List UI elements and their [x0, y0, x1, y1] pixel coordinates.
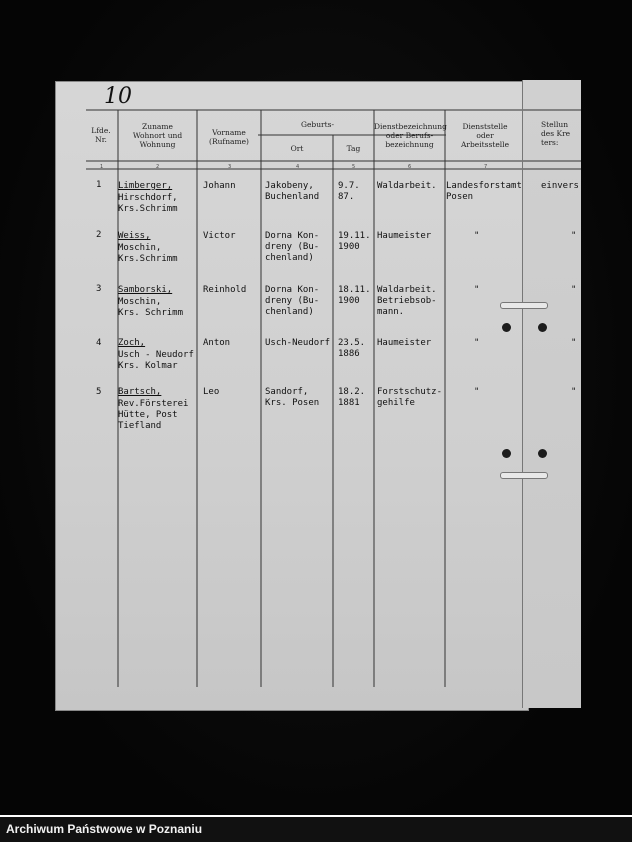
row-place: Moschin, Krs. Schrimm	[118, 297, 184, 318]
header-dienststelle: Dienststelle oder Arbeitsstelle	[460, 122, 510, 149]
row-dienst: Waldarbeit.	[377, 181, 437, 191]
binder-clip	[500, 302, 548, 309]
row-place: Moschin, Krs.Schrimm	[118, 243, 178, 264]
row-ort: Sandorf, Krs. Posen	[265, 387, 320, 408]
row-place: Usch - Neudorf Krs. Kolmar	[118, 350, 194, 371]
row-dienst: Forstschutz- gehilfe	[377, 387, 443, 408]
header-geburts: Geburts-	[300, 120, 335, 129]
column-number: 3	[228, 164, 232, 170]
row-stelle: "	[474, 387, 480, 397]
row-vorname: Leo	[203, 387, 220, 397]
row-stellung: "	[571, 338, 577, 348]
header-dienst: Dienstbezeichnung oder Berufs- bezeichnung	[374, 122, 447, 149]
row-dienst: Waldarbeit. Betriebsob- mann.	[377, 285, 437, 317]
row-stellung: "	[571, 387, 577, 397]
binder-clip	[500, 472, 548, 479]
binder-hole	[538, 323, 547, 332]
column-number: 2	[156, 164, 160, 170]
row-stelle: "	[474, 285, 480, 295]
row-ort: Dorna Kon- dreny (Bu- chenland)	[265, 285, 320, 317]
archive-name: Archiwum Państwowe w Poznaniu	[6, 822, 203, 836]
row-stellung: einvers	[541, 181, 579, 191]
page-number: 10	[104, 84, 132, 109]
binder-hole	[538, 449, 547, 458]
header-ort: Ort	[290, 144, 304, 153]
row-ort: Dorna Kon- dreny (Bu- chenland)	[265, 231, 320, 263]
row-tag: 18.11. 1900	[338, 285, 371, 306]
row-nr: 1	[96, 180, 102, 190]
row-tag: 19.11. 1900	[338, 231, 371, 252]
row-tag: 18.2. 1881	[338, 387, 366, 408]
row-place: Rev.Försterei Hütte, Post Tiefland	[118, 399, 189, 431]
binder-hole	[502, 449, 511, 458]
row-nr: 3	[96, 284, 102, 294]
row-stellung: "	[571, 231, 577, 241]
row-ort: Usch-Neudorf	[265, 338, 331, 348]
archive-footer	[0, 815, 632, 842]
row-vorname: Reinhold	[203, 285, 247, 295]
row-vorname: Johann	[203, 181, 236, 191]
row-stelle: "	[474, 231, 480, 241]
row-vorname: Victor	[203, 231, 236, 241]
row-name: Limberger,	[118, 181, 173, 191]
row-stelle: "	[474, 338, 480, 348]
header-stellung: Stellun des Kre ters:	[541, 120, 571, 147]
row-ort: Jakobeny, Buchenland	[265, 181, 320, 202]
row-nr: 2	[96, 230, 102, 240]
row-name: Bartsch,	[118, 387, 162, 397]
header-nr: Lfde. Nr.	[91, 126, 111, 144]
register-page	[56, 82, 528, 710]
row-name: Weiss,	[118, 231, 151, 241]
row-name: Samborski,	[118, 285, 173, 295]
column-number: 5	[352, 164, 356, 170]
row-nr: 5	[96, 387, 102, 397]
row-dienst: Haumeister	[377, 338, 432, 348]
row-stellung: "	[571, 285, 577, 295]
column-number: 4	[296, 164, 300, 170]
adjacent-page	[522, 80, 581, 708]
row-name: Zoch,	[118, 338, 146, 348]
row-stelle: Landesforstamt Posen	[446, 181, 522, 202]
column-number: 1	[100, 164, 104, 170]
column-number: 6	[408, 164, 412, 170]
row-nr: 4	[96, 338, 102, 348]
row-dienst: Haumeister	[377, 231, 432, 241]
row-tag: 23.5. 1886	[338, 338, 366, 359]
binder-hole	[502, 323, 511, 332]
row-vorname: Anton	[203, 338, 231, 348]
header-tag: Tag	[346, 144, 361, 153]
row-tag: 9.7. 87.	[338, 181, 360, 202]
column-number: 7	[484, 164, 488, 170]
row-place: Hirschdorf, Krs.Schrimm	[118, 193, 178, 214]
header-zuname: Zuname Wohnort und Wohnung	[132, 122, 183, 149]
header-vorname: Vorname (Rufname)	[209, 128, 249, 146]
